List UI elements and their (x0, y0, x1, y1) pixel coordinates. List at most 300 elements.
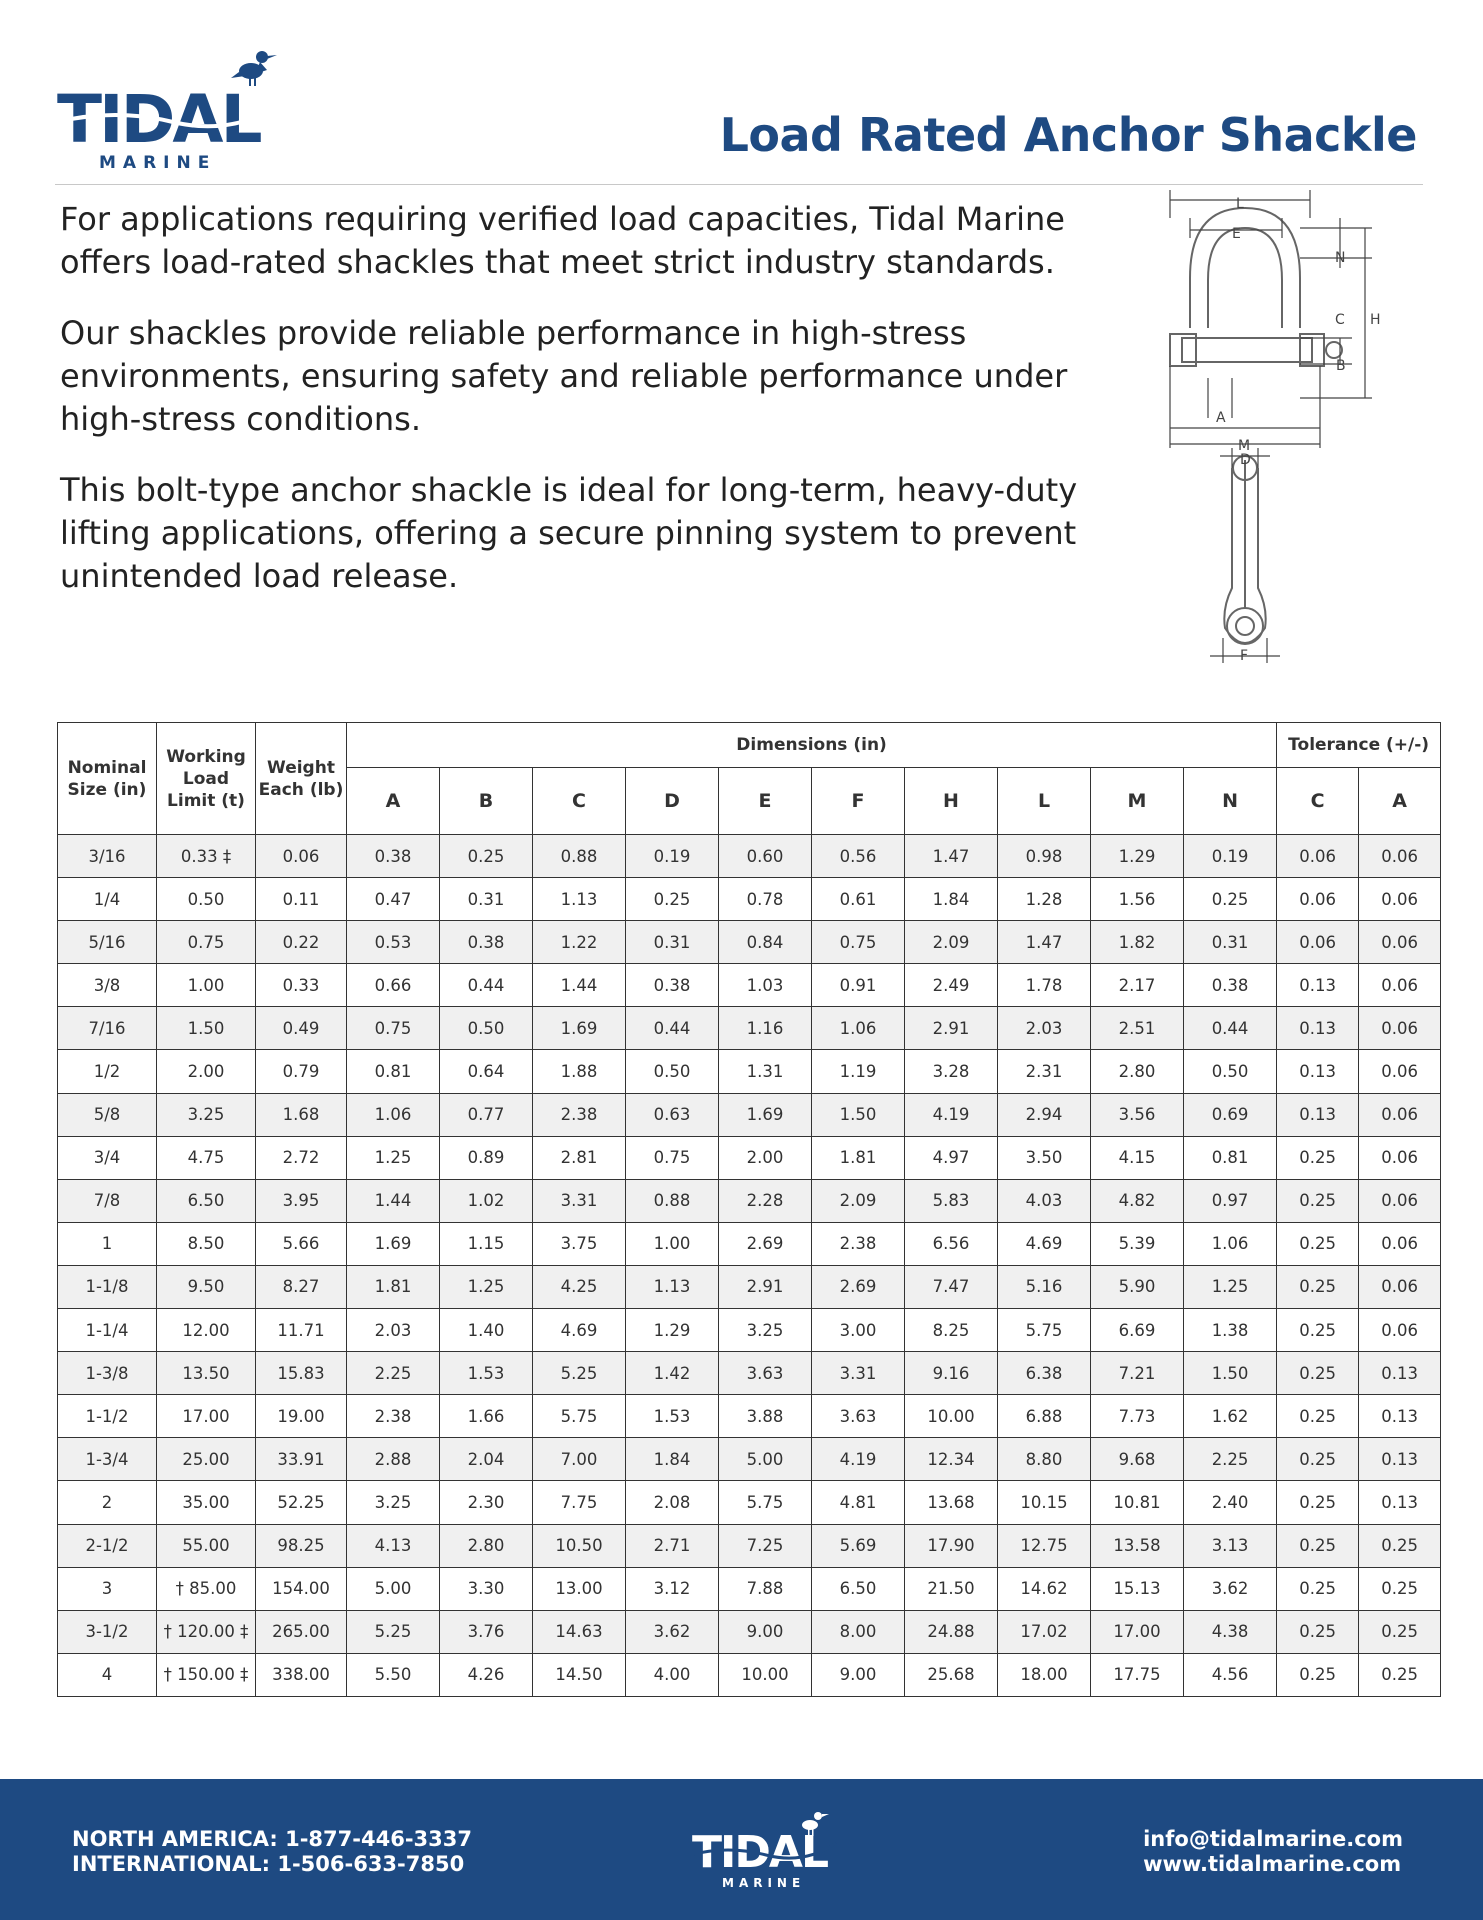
table-cell: 3.12 (626, 1567, 719, 1610)
table-cell: 9.16 (905, 1352, 998, 1395)
table-row (58, 1352, 1441, 1395)
table-cell: 7.88 (719, 1567, 812, 1610)
table-cell: 0.50 (157, 878, 256, 921)
table-cell: 2.00 (157, 1050, 256, 1093)
table-cell: 0.64 (440, 1050, 533, 1093)
table-cell: 5/8 (58, 1093, 157, 1136)
table-cell: 0.13 (1277, 1093, 1359, 1136)
table-cell: 8.50 (157, 1222, 256, 1265)
footer-contact (1143, 1827, 1403, 1877)
table-cell: 0.56 (812, 835, 905, 878)
header-working-load-limit: Working Load Limit (t) (157, 723, 256, 835)
table-cell: 4.81 (812, 1481, 905, 1524)
table-cell: 0.25 (626, 878, 719, 921)
table-cell: 3.13 (1184, 1524, 1277, 1567)
table-cell: 0.25 (1359, 1567, 1441, 1610)
table-cell: 0.49 (256, 1007, 347, 1050)
table-cell: 1.00 (157, 964, 256, 1007)
table-cell: 2.08 (626, 1481, 719, 1524)
table-cell: 8.25 (905, 1309, 998, 1352)
table-cell: 15.83 (256, 1352, 347, 1395)
table-cell: 25.00 (157, 1438, 256, 1481)
table-cell: 1/2 (58, 1050, 157, 1093)
table-cell: 265.00 (256, 1610, 347, 1653)
table-row (58, 1179, 1441, 1222)
table-cell: 5.16 (998, 1265, 1091, 1308)
table-cell: 1.02 (440, 1179, 533, 1222)
table-cell: † 85.00 (157, 1567, 256, 1610)
intro-paragraph: For applications requiring verified load capacities, Tidal Marine offers load-rated shackles that meet strict industry standards. (60, 200, 1065, 281)
table-cell: 1.13 (626, 1265, 719, 1308)
table-cell: 0.44 (440, 964, 533, 1007)
table-cell: 2.88 (347, 1438, 440, 1481)
table-row (58, 1438, 1441, 1481)
table-cell: 12.75 (998, 1524, 1091, 1567)
table-cell: 2 (58, 1481, 157, 1524)
footer-logo-subtext: MARINE (722, 1876, 806, 1890)
table-cell: 4.82 (1091, 1179, 1184, 1222)
diagram-label: N (1335, 250, 1346, 266)
table-cell: 0.44 (626, 1007, 719, 1050)
table-cell: 98.25 (256, 1524, 347, 1567)
table-cell: 5.50 (347, 1653, 440, 1696)
table-cell: 1.29 (626, 1309, 719, 1352)
diagram-label: M (1238, 438, 1251, 454)
table-cell: 7/8 (58, 1179, 157, 1222)
page-title: Load Rated Anchor Shackle (719, 108, 1417, 162)
table-cell: 4.19 (905, 1093, 998, 1136)
table-cell: 5.75 (998, 1309, 1091, 1352)
table-cell: 0.13 (1359, 1438, 1441, 1481)
table-cell: 24.88 (905, 1610, 998, 1653)
table-cell: 2.71 (626, 1524, 719, 1567)
table-cell: 0.11 (256, 878, 347, 921)
header-dim-col: D (626, 768, 719, 835)
table-cell: 0.06 (1359, 1007, 1441, 1050)
table-cell: 8.00 (812, 1610, 905, 1653)
phone-north-america: NORTH AMERICA: 1-877-446-3337 (72, 1827, 472, 1851)
table-cell: 0.66 (347, 964, 440, 1007)
table-cell: 12.00 (157, 1309, 256, 1352)
table-cell: 2.40 (1184, 1481, 1277, 1524)
table-cell: 1.44 (533, 964, 626, 1007)
table-cell: 9.50 (157, 1265, 256, 1308)
table-cell: 33.91 (256, 1438, 347, 1481)
table-cell: 0.88 (626, 1179, 719, 1222)
table-cell: 17.00 (1091, 1610, 1184, 1653)
table-cell: 1.84 (905, 878, 998, 921)
table-cell: 1-1/2 (58, 1395, 157, 1438)
table-cell: 0.25 (1277, 1395, 1359, 1438)
table-cell: 9.68 (1091, 1438, 1184, 1481)
table-cell: 1.25 (440, 1265, 533, 1308)
header-tol-col: A (1359, 768, 1441, 835)
table-cell: 10.00 (905, 1395, 998, 1438)
header-divider (55, 184, 1423, 185)
table-cell: 3.63 (719, 1352, 812, 1395)
table-cell: 5.66 (256, 1222, 347, 1265)
table-cell: 2.30 (440, 1481, 533, 1524)
table-cell: 4.25 (533, 1265, 626, 1308)
table-cell: 4.15 (1091, 1136, 1184, 1179)
table-cell: 2.03 (998, 1007, 1091, 1050)
table-cell: 0.13 (1277, 1050, 1359, 1093)
table-cell: 2.69 (812, 1265, 905, 1308)
table-cell: 14.50 (533, 1653, 626, 1696)
header-weight-each: Weight Each (lb) (256, 723, 347, 835)
diagram-label: C (1335, 312, 1345, 328)
table-cell: 6.88 (998, 1395, 1091, 1438)
table-cell: 14.62 (998, 1567, 1091, 1610)
table-cell: 2.49 (905, 964, 998, 1007)
table-cell: 4.00 (626, 1653, 719, 1696)
table-cell: 2.25 (347, 1352, 440, 1395)
table-cell: 8.80 (998, 1438, 1091, 1481)
table-cell: 0.25 (1277, 1179, 1359, 1222)
table-cell: 0.75 (812, 921, 905, 964)
table-cell: 2.00 (719, 1136, 812, 1179)
table-cell: 2.25 (1184, 1438, 1277, 1481)
table-cell: 0.13 (1277, 964, 1359, 1007)
table-cell: 0.25 (1277, 1309, 1359, 1352)
table-row (58, 878, 1441, 921)
table-cell: 19.00 (256, 1395, 347, 1438)
table-cell: 9.00 (719, 1610, 812, 1653)
table-cell: 17.75 (1091, 1653, 1184, 1696)
header-nominal-size: Nominal Size (in) (58, 723, 157, 835)
table-cell: 10.81 (1091, 1481, 1184, 1524)
table-cell: 1-1/8 (58, 1265, 157, 1308)
table-cell: 0.69 (1184, 1093, 1277, 1136)
table-cell: 0.81 (1184, 1136, 1277, 1179)
table-cell: 13.68 (905, 1481, 998, 1524)
table-cell: 0.22 (256, 921, 347, 964)
table-cell: 2.09 (812, 1179, 905, 1222)
table-cell: 0.25 (1277, 1481, 1359, 1524)
table-cell: 0.06 (1277, 921, 1359, 964)
table-cell: 5.75 (719, 1481, 812, 1524)
table-cell: 3.63 (812, 1395, 905, 1438)
table-cell: 3.75 (533, 1222, 626, 1265)
table-cell: 7.73 (1091, 1395, 1184, 1438)
table-cell: † 120.00 ‡ (157, 1610, 256, 1653)
table-row (58, 1395, 1441, 1438)
header-tolerance: Tolerance (+/-) (1277, 723, 1441, 768)
table-cell: 1-3/8 (58, 1352, 157, 1395)
table-cell: 2.94 (998, 1093, 1091, 1136)
table-cell: 3.31 (533, 1179, 626, 1222)
table-cell: 6.38 (998, 1352, 1091, 1395)
table-cell: 4 (58, 1653, 157, 1696)
table-cell: 1.69 (347, 1222, 440, 1265)
table-cell: 0.13 (1277, 1007, 1359, 1050)
diagram-label: B (1336, 358, 1346, 374)
table-cell: 1.68 (256, 1093, 347, 1136)
table-cell: 5.00 (347, 1567, 440, 1610)
table-cell: 6.50 (812, 1567, 905, 1610)
table-cell: 1-1/4 (58, 1309, 157, 1352)
table-cell: 5.25 (347, 1610, 440, 1653)
table-cell: 3.31 (812, 1352, 905, 1395)
table-cell: 3 (58, 1567, 157, 1610)
table-cell: 2.38 (812, 1222, 905, 1265)
table-cell: 12.34 (905, 1438, 998, 1481)
table-cell: 1.88 (533, 1050, 626, 1093)
table-cell: 52.25 (256, 1481, 347, 1524)
table-cell: 1.06 (347, 1093, 440, 1136)
table-cell: 0.25 (1359, 1610, 1441, 1653)
table-cell: 15.13 (1091, 1567, 1184, 1610)
table-cell: 0.25 (1359, 1653, 1441, 1696)
table-cell: 0.47 (347, 878, 440, 921)
table-cell: 0.84 (719, 921, 812, 964)
table-cell: 0.88 (533, 835, 626, 878)
table-cell: 1.53 (440, 1352, 533, 1395)
table-cell: 5.90 (1091, 1265, 1184, 1308)
table-cell: 1.38 (1184, 1309, 1277, 1352)
table-row (58, 1481, 1441, 1524)
table-cell: 6.50 (157, 1179, 256, 1222)
table-cell: 35.00 (157, 1481, 256, 1524)
table-cell: 2.04 (440, 1438, 533, 1481)
website-link[interactable]: www.tidalmarine.com (1143, 1852, 1402, 1876)
table-cell: 0.50 (440, 1007, 533, 1050)
diagram-label: E (1232, 226, 1241, 242)
table-cell: 0.91 (812, 964, 905, 1007)
table-cell: 0.75 (157, 921, 256, 964)
phone-international: INTERNATIONAL: 1-506-633-7850 (72, 1852, 465, 1876)
table-cell: 1.50 (157, 1007, 256, 1050)
table-cell: 0.06 (1277, 878, 1359, 921)
table-cell: 13.00 (533, 1567, 626, 1610)
table-cell: 0.61 (812, 878, 905, 921)
table-cell: 0.50 (626, 1050, 719, 1093)
table-cell: 17.02 (998, 1610, 1091, 1653)
table-cell: 0.25 (1277, 1567, 1359, 1610)
table-cell: 13.50 (157, 1352, 256, 1395)
table-cell: 0.33 ‡ (157, 835, 256, 878)
table-cell: 3.76 (440, 1610, 533, 1653)
table-cell: 1.15 (440, 1222, 533, 1265)
table-cell: 1.69 (719, 1093, 812, 1136)
table-cell: 3/4 (58, 1136, 157, 1179)
table-cell: 3.25 (157, 1093, 256, 1136)
table-cell: 0.38 (440, 921, 533, 964)
table-row (58, 921, 1441, 964)
table-cell: 1.81 (347, 1265, 440, 1308)
table-cell: 1.16 (719, 1007, 812, 1050)
table-cell: 0.89 (440, 1136, 533, 1179)
logo-wordmark: TIDAL (57, 81, 260, 158)
email-link[interactable]: info@tidalmarine.com (1143, 1827, 1403, 1851)
table-cell: 10.00 (719, 1653, 812, 1696)
table-cell: 4.38 (1184, 1610, 1277, 1653)
table-cell: 154.00 (256, 1567, 347, 1610)
table-cell: 7.25 (719, 1524, 812, 1567)
table-cell: 5.00 (719, 1438, 812, 1481)
table-cell: 1.62 (1184, 1395, 1277, 1438)
table-cell: 0.06 (1359, 835, 1441, 878)
table-cell: 0.25 (1277, 1222, 1359, 1265)
table-cell: 4.75 (157, 1136, 256, 1179)
table-cell: 17.90 (905, 1524, 998, 1567)
table-cell: 2.69 (719, 1222, 812, 1265)
header-dim-col: C (533, 768, 626, 835)
table-row (58, 964, 1441, 1007)
table-cell: 1.28 (998, 878, 1091, 921)
table-cell: 1.25 (1184, 1265, 1277, 1308)
table-row (58, 1567, 1441, 1610)
table-cell: 1/4 (58, 878, 157, 921)
table-cell: 2.72 (256, 1136, 347, 1179)
header-dim-col: A (347, 768, 440, 835)
footer-logo (688, 1805, 838, 1895)
table-cell: 0.33 (256, 964, 347, 1007)
table-row (58, 1222, 1441, 1265)
table-cell: 0.63 (626, 1093, 719, 1136)
logo-subtext: MARINE (99, 153, 217, 173)
table-cell: 1.47 (905, 835, 998, 878)
table-row (58, 1050, 1441, 1093)
table-cell: 3.88 (719, 1395, 812, 1438)
table-cell: 3.50 (998, 1136, 1091, 1179)
table-body (58, 835, 1441, 1697)
table-cell: 4.69 (998, 1222, 1091, 1265)
table-cell: 10.50 (533, 1524, 626, 1567)
table-row (58, 835, 1441, 878)
table-cell: 5.39 (1091, 1222, 1184, 1265)
table-cell: 2.03 (347, 1309, 440, 1352)
table-cell: 1.22 (533, 921, 626, 964)
table-cell: 1.50 (812, 1093, 905, 1136)
table-cell: 4.19 (812, 1438, 905, 1481)
table-cell: 2.31 (998, 1050, 1091, 1093)
table-cell: 0.31 (1184, 921, 1277, 964)
table-cell: 5.69 (812, 1524, 905, 1567)
table-cell: 0.25 (1277, 1352, 1359, 1395)
table-cell: 0.25 (1277, 1653, 1359, 1696)
table-cell: 1.53 (626, 1395, 719, 1438)
table-cell: 5.75 (533, 1395, 626, 1438)
header-dimensions: Dimensions (in) (347, 723, 1277, 768)
table-cell: 0.25 (1277, 1610, 1359, 1653)
table-cell: 1.31 (719, 1050, 812, 1093)
table-cell: 4.26 (440, 1653, 533, 1696)
table-cell: 6.56 (905, 1222, 998, 1265)
table-cell: 1.03 (719, 964, 812, 1007)
table-cell: 1.78 (998, 964, 1091, 1007)
header-dim-col: F (812, 768, 905, 835)
table-cell: 1.29 (1091, 835, 1184, 878)
table-cell: 2.38 (533, 1093, 626, 1136)
table-cell: 10.15 (998, 1481, 1091, 1524)
table-cell: 0.25 (1277, 1265, 1359, 1308)
table-cell: 0.31 (440, 878, 533, 921)
table-cell: 4.69 (533, 1309, 626, 1352)
table-cell: 1.06 (812, 1007, 905, 1050)
table-cell: 0.75 (626, 1136, 719, 1179)
table-cell: 0.31 (626, 921, 719, 964)
table-cell: 0.97 (1184, 1179, 1277, 1222)
footer-phones (72, 1827, 472, 1877)
table-cell: 0.38 (1184, 964, 1277, 1007)
diagram-label: L (1236, 196, 1244, 212)
table-cell: 2.17 (1091, 964, 1184, 1007)
table-cell: 0.38 (347, 835, 440, 878)
table-cell: 5/16 (58, 921, 157, 964)
intro-paragraph: Our shackles provide reliable performance in high-stress environments, ensuring safety and reliable performance under high-stress conditions. (60, 314, 1068, 438)
table-cell: 1.40 (440, 1309, 533, 1352)
header-dim-col: N (1184, 768, 1277, 835)
table-cell: 3.25 (719, 1309, 812, 1352)
table-cell: 0.06 (1359, 1136, 1441, 1179)
table-row (58, 1309, 1441, 1352)
table-cell: 3.62 (626, 1610, 719, 1653)
table-cell: 0.06 (1359, 1050, 1441, 1093)
header-dim-col: M (1091, 768, 1184, 835)
table-cell: 3.28 (905, 1050, 998, 1093)
table-cell: 3.62 (1184, 1567, 1277, 1610)
table-cell: 0.06 (1359, 1309, 1441, 1352)
table-cell: 0.06 (1359, 1093, 1441, 1136)
specification-table (57, 722, 1441, 1697)
table-cell: 0.25 (1277, 1524, 1359, 1567)
table-cell: 0.75 (347, 1007, 440, 1050)
table-cell: 55.00 (157, 1524, 256, 1567)
diagram-label: A (1216, 410, 1226, 426)
table-cell: 0.25 (1359, 1524, 1441, 1567)
table-cell: 6.69 (1091, 1309, 1184, 1352)
table-cell: 1.25 (347, 1136, 440, 1179)
table-cell: 3.30 (440, 1567, 533, 1610)
table-cell: † 150.00 ‡ (157, 1653, 256, 1696)
table-row (58, 1610, 1441, 1653)
table-cell: 8.27 (256, 1265, 347, 1308)
table-cell: 0.38 (626, 964, 719, 1007)
table-cell: 1.81 (812, 1136, 905, 1179)
table-cell: 9.00 (812, 1653, 905, 1696)
table-cell: 0.06 (1359, 1265, 1441, 1308)
table-cell: 2.81 (533, 1136, 626, 1179)
table-cell: 11.71 (256, 1309, 347, 1352)
table-cell: 4.03 (998, 1179, 1091, 1222)
table-cell: 0.13 (1359, 1352, 1441, 1395)
table-cell: 1.47 (998, 921, 1091, 964)
table-cell: 0.50 (1184, 1050, 1277, 1093)
table-cell: 5.25 (533, 1352, 626, 1395)
table-cell: 0.19 (626, 835, 719, 878)
table-cell: 1.56 (1091, 878, 1184, 921)
table-cell: 1.84 (626, 1438, 719, 1481)
shackle-diagram (1160, 188, 1400, 678)
table-cell: 1.66 (440, 1395, 533, 1438)
table-row (58, 1007, 1441, 1050)
table-cell: 0.19 (1184, 835, 1277, 878)
table-cell: 1.19 (812, 1050, 905, 1093)
table-cell: 0.25 (1277, 1438, 1359, 1481)
table-cell: 338.00 (256, 1653, 347, 1696)
table-cell: 3/16 (58, 835, 157, 878)
table-cell: 18.00 (998, 1653, 1091, 1696)
table-cell: 1.42 (626, 1352, 719, 1395)
table-cell: 2.51 (1091, 1007, 1184, 1050)
header-dim-col: B (440, 768, 533, 835)
table-cell: 13.58 (1091, 1524, 1184, 1567)
table-cell: 0.06 (256, 835, 347, 878)
table-cell: 4.97 (905, 1136, 998, 1179)
table-cell: 0.79 (256, 1050, 347, 1093)
table-cell: 1.69 (533, 1007, 626, 1050)
